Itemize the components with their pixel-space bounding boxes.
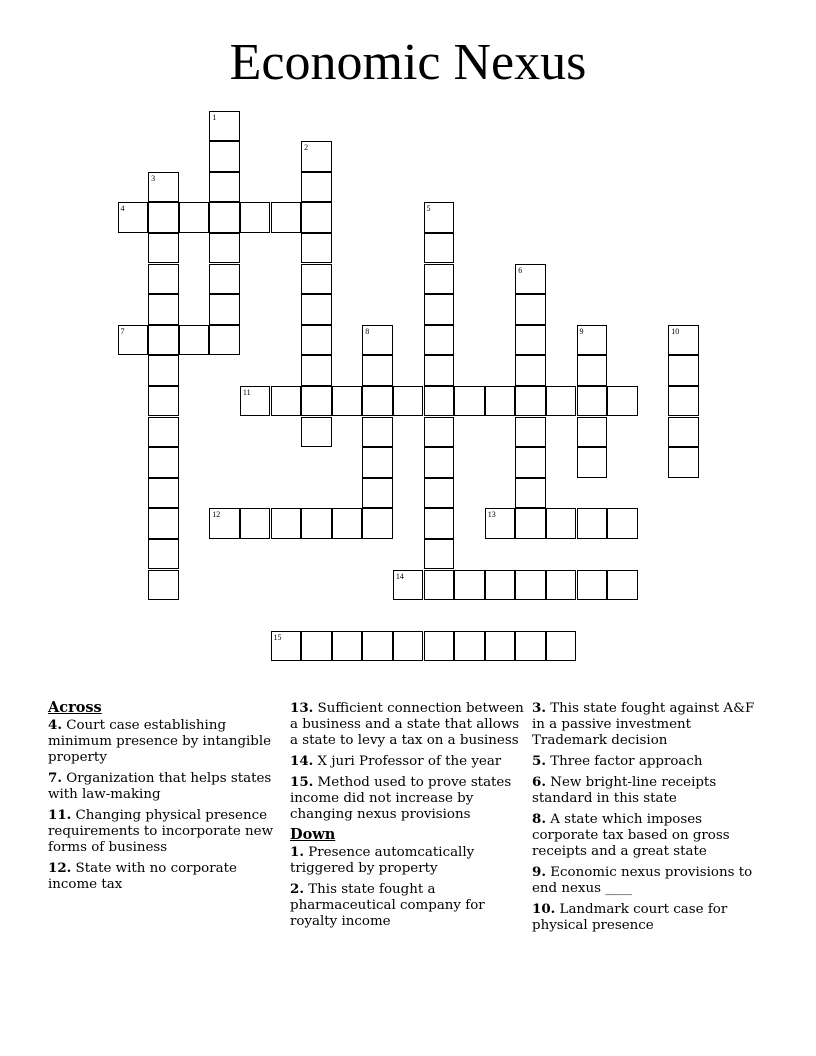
grid-cell[interactable] <box>362 478 393 509</box>
down-clue <box>290 844 526 877</box>
clue-number-label: 8. <box>532 811 546 827</box>
grid-cell[interactable] <box>301 417 332 448</box>
across-heading: Across <box>48 699 102 716</box>
grid-cell[interactable] <box>668 386 699 417</box>
down-clue <box>532 901 768 934</box>
grid-cell[interactable] <box>515 570 546 601</box>
grid-cell[interactable] <box>577 447 608 478</box>
down-clue-list <box>290 844 526 930</box>
grid-cell[interactable] <box>301 355 332 386</box>
grid-cell[interactable] <box>424 325 455 356</box>
grid-cell[interactable] <box>546 386 577 417</box>
grid-cell[interactable] <box>424 508 455 539</box>
grid-cell[interactable] <box>209 233 240 264</box>
grid-cell[interactable] <box>301 294 332 325</box>
grid-cell[interactable] <box>424 478 455 509</box>
grid-cell[interactable] <box>209 202 240 233</box>
grid-cell[interactable] <box>607 508 638 539</box>
down-clue <box>532 700 768 749</box>
grid-cell[interactable] <box>668 355 699 386</box>
clue-number: 13 <box>487 510 496 520</box>
clue-number-label: 15. <box>290 774 314 790</box>
grid-cell[interactable] <box>209 264 240 295</box>
grid-cell[interactable] <box>577 355 608 386</box>
grid-cell[interactable] <box>424 631 455 662</box>
grid-cell[interactable] <box>668 325 699 356</box>
grid-cell[interactable] <box>148 417 179 448</box>
grid-cell[interactable] <box>301 325 332 356</box>
grid-cell[interactable] <box>209 172 240 203</box>
grid-cell[interactable] <box>362 508 393 539</box>
clue-number: 4 <box>120 204 125 214</box>
grid-cell[interactable] <box>485 570 516 601</box>
across-clue <box>290 700 526 749</box>
clue-number-label: 9. <box>532 864 546 880</box>
clue-number-label: 4. <box>48 717 62 733</box>
grid-cell[interactable] <box>607 386 638 417</box>
grid-cell[interactable] <box>362 325 393 356</box>
grid-cell[interactable] <box>424 264 455 295</box>
clue-number: 2 <box>304 143 309 153</box>
grid-cell[interactable] <box>668 447 699 478</box>
clue-number: 10 <box>671 326 680 336</box>
clue-number-label: 12. <box>48 860 72 876</box>
across-clue <box>48 770 284 803</box>
down-clue-list-continued <box>532 700 768 934</box>
clue-number: 6 <box>518 265 523 275</box>
across-clue-list-continued <box>290 700 526 823</box>
clue-text: Economic nexus provisions to end nexus ____ <box>532 865 753 896</box>
clue-column-1 <box>48 700 284 897</box>
grid-cell[interactable] <box>148 570 179 601</box>
grid-cell[interactable] <box>515 264 546 295</box>
grid-cell[interactable] <box>148 264 179 295</box>
across-clue <box>48 717 284 766</box>
clue-number: 7 <box>120 326 125 336</box>
clue-number-label: 14. <box>290 753 314 769</box>
clue-number-label: 10. <box>532 901 556 917</box>
grid-cell[interactable] <box>240 202 271 233</box>
grid-cell[interactable] <box>271 508 302 539</box>
grid-cell[interactable] <box>424 355 455 386</box>
clue-number-label: 3. <box>532 700 546 716</box>
grid-cell[interactable] <box>271 202 302 233</box>
grid-cell[interactable] <box>148 355 179 386</box>
grid-cell[interactable] <box>209 508 240 539</box>
grid-cell[interactable] <box>424 417 455 448</box>
grid-cell[interactable] <box>577 325 608 356</box>
grid-cell[interactable] <box>118 325 149 356</box>
clue-text: State with no corporate income tax <box>48 861 237 892</box>
clue-number: 5 <box>426 204 431 214</box>
down-clue <box>532 774 768 807</box>
grid-cell[interactable] <box>148 539 179 570</box>
grid-cell[interactable] <box>546 631 577 662</box>
clue-number: 14 <box>395 571 404 581</box>
grid-cell[interactable] <box>179 202 210 233</box>
grid-cell[interactable] <box>301 172 332 203</box>
clue-text: Presence automcatically triggered by property <box>290 845 475 876</box>
across-clue-list <box>48 717 284 893</box>
clue-number: 3 <box>151 173 156 183</box>
grid-cell[interactable] <box>393 570 424 601</box>
grid-cell[interactable] <box>271 386 302 417</box>
clue-number: 9 <box>579 326 584 336</box>
grid-cell[interactable] <box>301 631 332 662</box>
grid-cell[interactable] <box>271 631 302 662</box>
grid-cell[interactable] <box>332 386 363 417</box>
grid-cell[interactable] <box>577 386 608 417</box>
across-clue <box>48 860 284 893</box>
grid-cell[interactable] <box>515 417 546 448</box>
grid-cell[interactable] <box>301 386 332 417</box>
clue-text: Court case establishing minimum presence by intangible property <box>48 718 272 765</box>
grid-cell[interactable] <box>424 539 455 570</box>
clue-number: 1 <box>212 112 217 122</box>
grid-cell[interactable] <box>515 447 546 478</box>
across-clue <box>290 774 526 823</box>
grid-cell[interactable] <box>332 508 363 539</box>
grid-cell[interactable] <box>240 386 271 417</box>
grid-cell[interactable] <box>424 294 455 325</box>
grid-cell[interactable] <box>454 570 485 601</box>
grid-cell[interactable] <box>362 386 393 417</box>
grid-cell[interactable] <box>515 355 546 386</box>
clue-number: 12 <box>212 510 221 520</box>
grid-cell[interactable] <box>148 294 179 325</box>
grid-cell[interactable] <box>148 386 179 417</box>
clue-number-label: 7. <box>48 770 62 786</box>
grid-cell[interactable] <box>515 325 546 356</box>
clue-text: X juri Professor of the year <box>313 754 502 769</box>
grid-cell[interactable] <box>577 417 608 448</box>
grid-cell[interactable] <box>301 264 332 295</box>
clue-text: New bright-line receipts standard in this state <box>532 775 717 806</box>
down-clue <box>532 753 768 770</box>
grid-cell[interactable] <box>577 570 608 601</box>
grid-cell[interactable] <box>148 508 179 539</box>
clue-number-label: 13. <box>290 700 314 716</box>
grid-cell[interactable] <box>485 508 516 539</box>
clue-number-label: 6. <box>532 774 546 790</box>
clue-number-label: 1. <box>290 844 304 860</box>
clue-number-label: 11. <box>48 807 72 823</box>
clue-number-label: 2. <box>290 881 304 897</box>
clue-column-3 <box>532 700 768 938</box>
down-clue <box>290 881 526 930</box>
grid-cell[interactable] <box>209 141 240 172</box>
grid-cell[interactable] <box>546 508 577 539</box>
grid-cell[interactable] <box>209 325 240 356</box>
clue-number: 11 <box>242 387 251 397</box>
grid-cell[interactable] <box>424 570 455 601</box>
grid-cell[interactable] <box>209 294 240 325</box>
grid-cell[interactable] <box>118 202 149 233</box>
grid-cell[interactable] <box>546 570 577 601</box>
clue-number: 8 <box>365 326 370 336</box>
grid-cell[interactable] <box>301 202 332 233</box>
down-clue <box>532 811 768 860</box>
down-clue <box>532 864 768 897</box>
clue-text: Landmark court case for physical presence <box>532 902 728 933</box>
grid-cell[interactable] <box>454 631 485 662</box>
grid-cell[interactable] <box>393 631 424 662</box>
clue-number: 15 <box>273 632 282 642</box>
grid-cell[interactable] <box>393 386 424 417</box>
grid-cell[interactable] <box>515 386 546 417</box>
grid-cell[interactable] <box>424 202 455 233</box>
grid-cell[interactable] <box>577 508 608 539</box>
grid-cell[interactable] <box>485 631 516 662</box>
grid-cell[interactable] <box>607 570 638 601</box>
grid-cell[interactable] <box>179 325 210 356</box>
grid-cell[interactable] <box>209 111 240 142</box>
grid-cell[interactable] <box>668 417 699 448</box>
grid-cell[interactable] <box>424 233 455 264</box>
puzzle-title: Economic Nexus <box>229 34 587 91</box>
grid-cell[interactable] <box>515 478 546 509</box>
grid-cell[interactable] <box>301 233 332 264</box>
grid-cell[interactable] <box>301 141 332 172</box>
clue-text: Method used to prove states income did not increase by changing nexus provisions <box>290 775 512 822</box>
grid-cell[interactable] <box>240 508 271 539</box>
grid-cell[interactable] <box>362 447 393 478</box>
down-heading: Down <box>290 826 336 843</box>
grid-cell[interactable] <box>148 325 179 356</box>
grid-cell[interactable] <box>148 478 179 509</box>
grid-cell[interactable] <box>148 202 179 233</box>
clue-text: This state fought a pharmaceutical company for royalty income <box>290 882 485 929</box>
clue-text: A state which imposes corporate tax based on gross receipts and a great state <box>532 812 730 859</box>
grid-cell[interactable] <box>424 386 455 417</box>
clue-number-label: 5. <box>532 753 546 769</box>
grid-cell[interactable] <box>362 417 393 448</box>
grid-cell[interactable] <box>148 447 179 478</box>
clue-text: Sufficient connection between a business and a state that allows a state to levy a tax on a business <box>290 701 524 748</box>
clue-text: Changing physical presence requirements to incorporate new forms of business <box>48 808 274 855</box>
grid-cell[interactable] <box>301 508 332 539</box>
grid-cell[interactable] <box>332 631 363 662</box>
clue-column-2 <box>290 700 526 934</box>
grid-cell[interactable] <box>485 386 516 417</box>
grid-cell[interactable] <box>515 631 546 662</box>
across-clue <box>48 807 284 856</box>
grid-cell[interactable] <box>148 233 179 264</box>
clue-text: Three factor approach <box>545 754 703 769</box>
across-clue <box>290 753 526 770</box>
grid-cell[interactable] <box>362 355 393 386</box>
clue-text: Organization that helps states with law-making <box>48 771 272 802</box>
grid-cell[interactable] <box>148 172 179 203</box>
grid-cell[interactable] <box>362 631 393 662</box>
grid-cell[interactable] <box>515 508 546 539</box>
clue-text: This state fought against A&F in a passive investment Trademark decision <box>532 701 755 748</box>
grid-cell[interactable] <box>515 294 546 325</box>
grid-cell[interactable] <box>424 447 455 478</box>
grid-cell[interactable] <box>454 386 485 417</box>
